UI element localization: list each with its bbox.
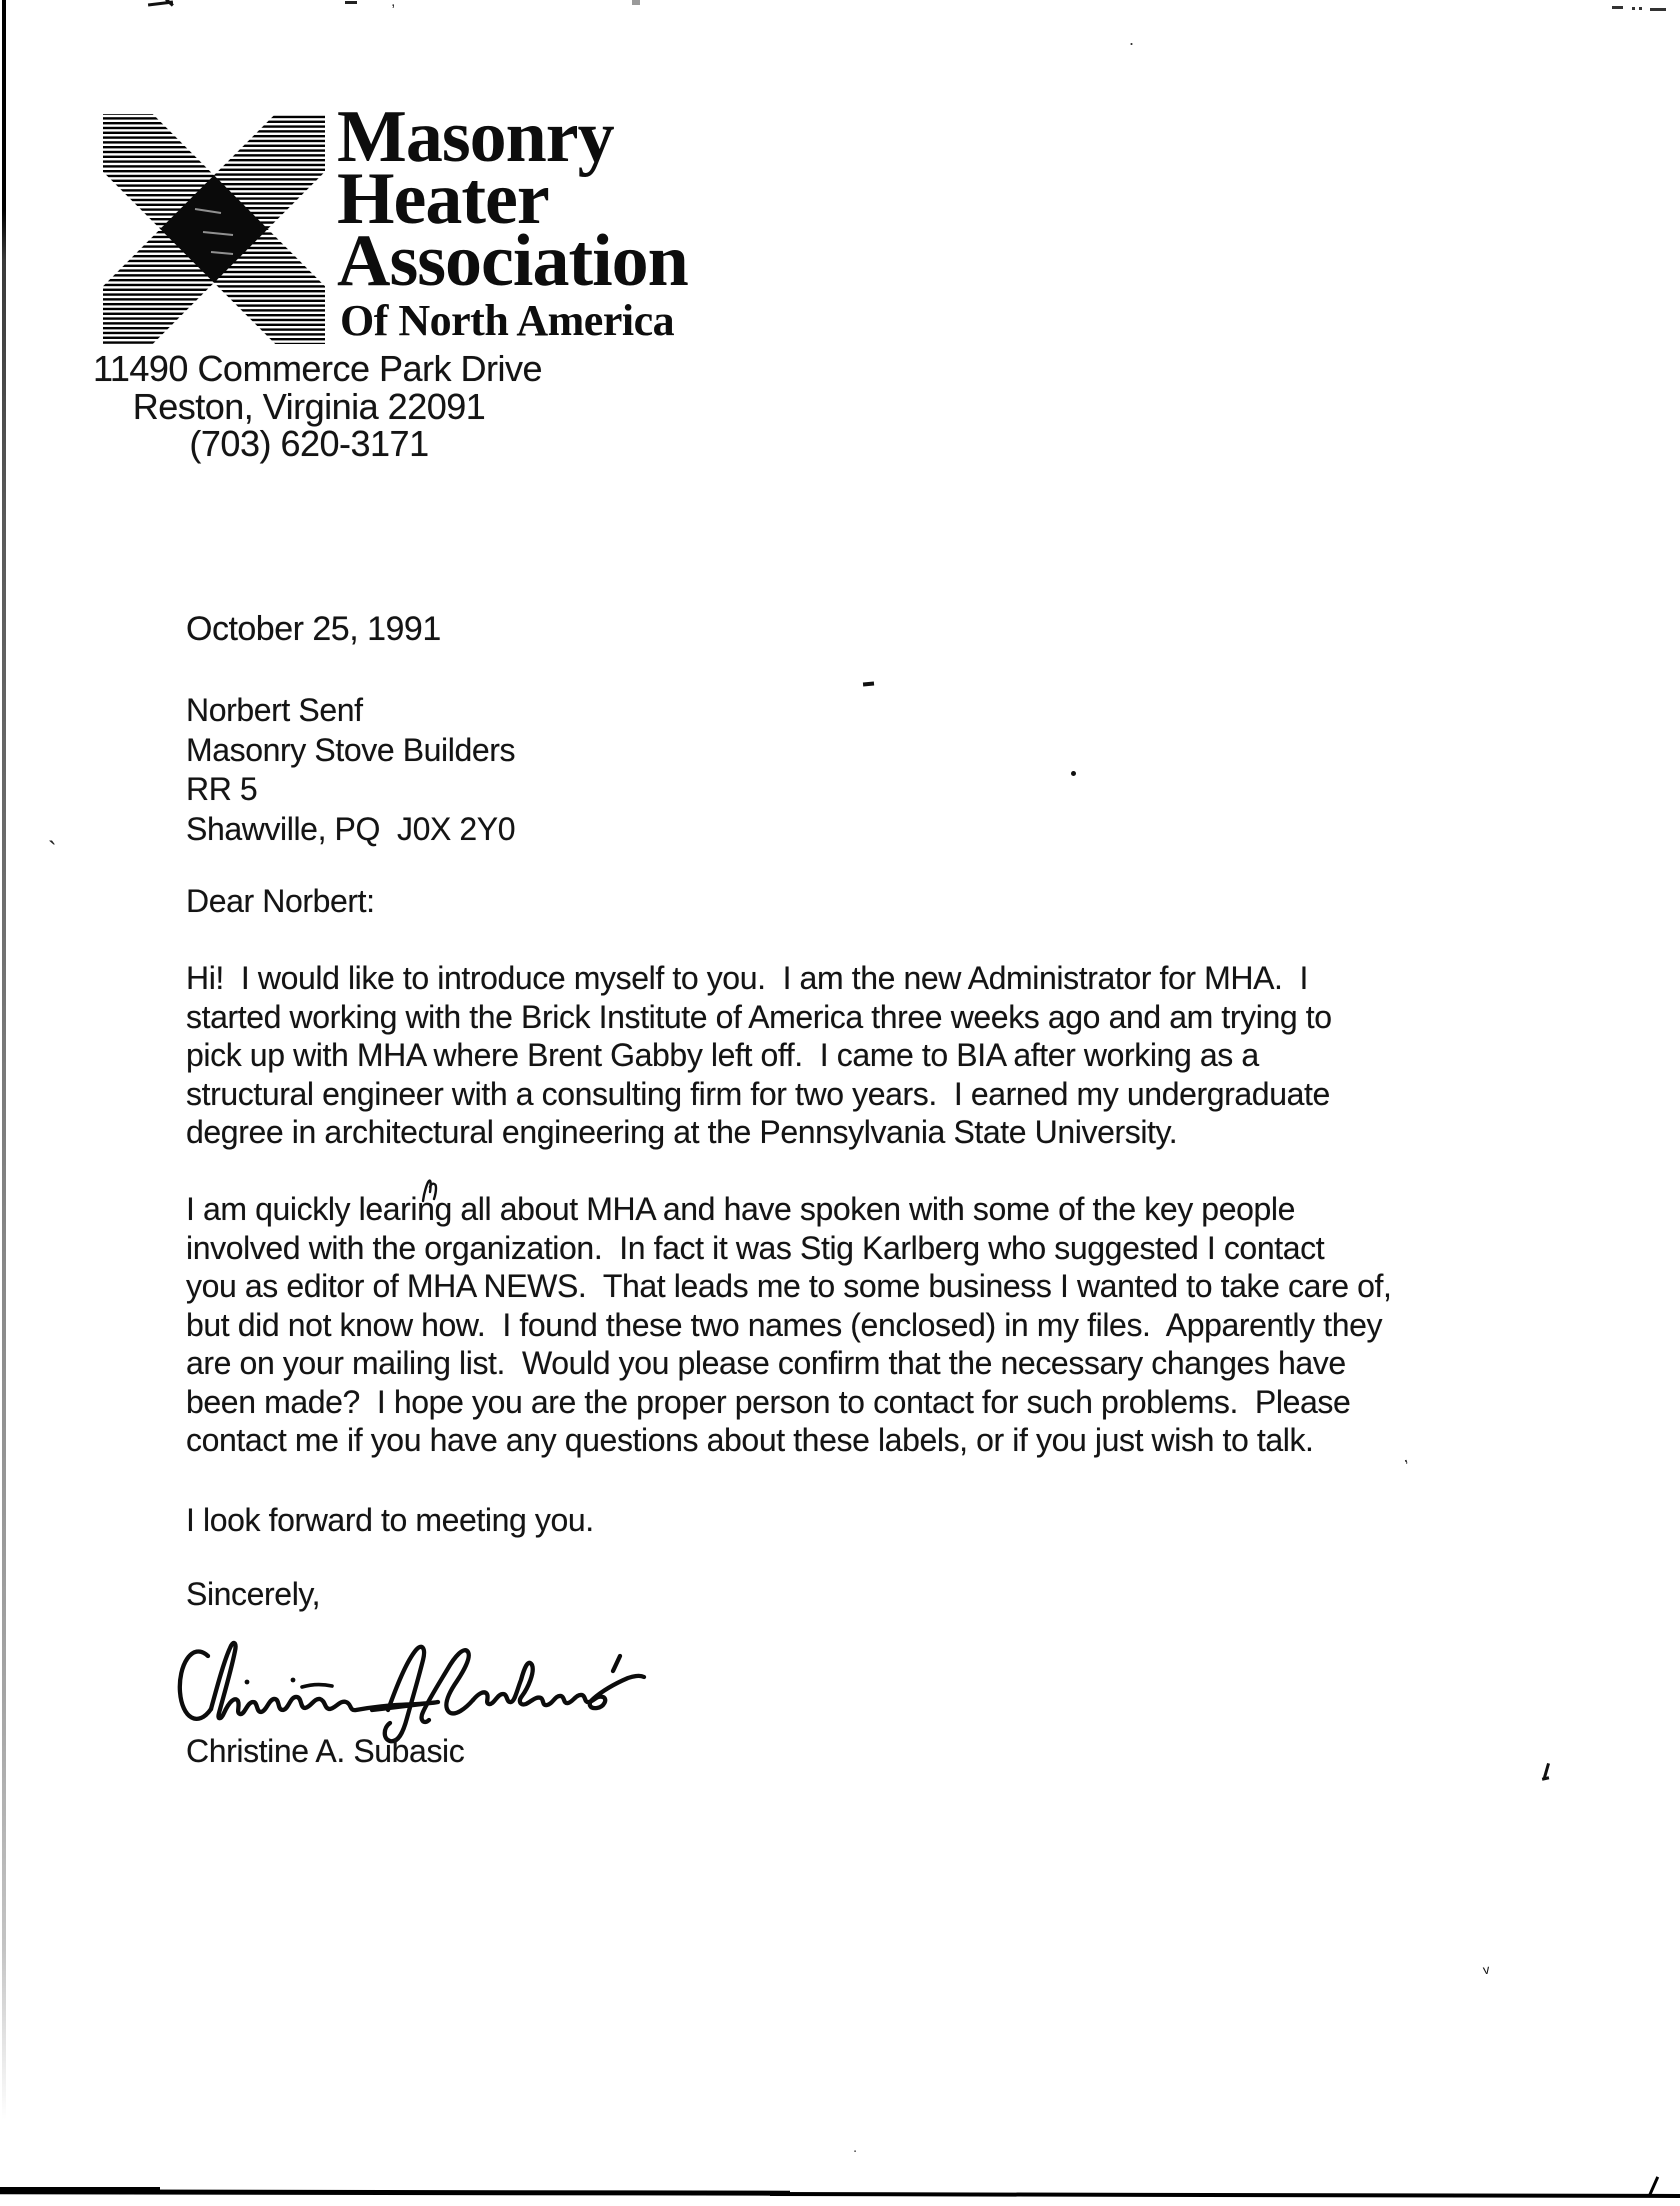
- signoff: Sincerely,: [186, 1576, 321, 1612]
- scan-speck: v: [1481, 1961, 1491, 1978]
- recipient-line: Shawville, PQ J0X 2Y0: [186, 810, 516, 847]
- mha-x-logo: [103, 114, 325, 344]
- scan-speck: .: [1129, 29, 1135, 49]
- recipient-address-block: [186, 691, 515, 849]
- paragraph-line: you as editor of MHA NEWS. That leads me to some business I wanted to take care of,: [186, 1268, 1392, 1304]
- recipient-line: Norbert Senf: [186, 692, 363, 728]
- letterhead-address-line: (703) 620-3171: [189, 423, 429, 464]
- paragraph-line: Hi! I would like to introduce myself to you. I am the new Administrator for MHA. I: [186, 960, 1309, 996]
- paragraph-line: started working with the Brick Institute of America three weeks ago and am trying to: [186, 998, 1332, 1035]
- letterhead-address-line: 11490 Commerce Park Drive: [93, 348, 542, 389]
- paragraph-2: [186, 1190, 1392, 1460]
- salutation: Dear Norbert:: [186, 883, 375, 919]
- scan-speck: .: [853, 2139, 858, 2156]
- scan-speck: [345, 1, 357, 4]
- scan-speck: ,: [1398, 1446, 1410, 1467]
- paragraph-line: degree in architectural engineering at the Pennsylvania State University.: [186, 1114, 1178, 1150]
- closing-line: I look forward to meeting you.: [186, 1502, 594, 1538]
- scan-speck: [863, 682, 874, 686]
- org-name: [337, 96, 688, 302]
- paragraph-line: been made? I hope you are the proper person to contact for such problems. Please: [186, 1383, 1351, 1420]
- org-tagline: Of North America: [340, 296, 675, 345]
- letter-date: October 25, 1991: [186, 610, 441, 648]
- scan-speck: [1632, 7, 1635, 10]
- typed-signature-name: Christine A. Subasic: [186, 1733, 465, 1769]
- paragraph-line: contact me if you have any questions about these labels, or if you just wish to talk.: [186, 1422, 1314, 1458]
- paragraph-line: structural engineer with a consulting firm for two years. I earned my undergraduate: [186, 1075, 1330, 1112]
- paragraph-line: involved with the organization. In fact it was Stig Karlberg who suggested I contact: [186, 1229, 1325, 1266]
- letterhead-address: [93, 348, 542, 464]
- paragraph-line: are on your mailing list. Would you please confirm that the necessary changes have: [186, 1345, 1346, 1381]
- recipient-line: RR 5: [186, 771, 258, 807]
- recipient-line: Masonry Stove Builders: [186, 731, 516, 768]
- org-name-line: Masonry: [337, 96, 614, 178]
- org-name-line: Heater: [337, 158, 549, 240]
- scan-speck: [1650, 8, 1666, 11]
- paragraph-line: I am quickly learing all about MHA and have spoken with some of the key people: [186, 1191, 1296, 1227]
- scan-speck: [1612, 6, 1623, 9]
- scan-speck: [1071, 771, 1076, 776]
- paragraph-line: but did not know how. I found these two names (enclosed) in my files. Apparently they: [186, 1306, 1383, 1343]
- scan-speck: [770, 2192, 1680, 2198]
- org-name-line: Association: [337, 220, 688, 302]
- scan-speck: `: [48, 836, 57, 866]
- scan-speck: [1542, 1776, 1549, 1780]
- letterhead-address-line: Reston, Virginia 22091: [132, 385, 486, 427]
- scan-speck: [1639, 7, 1642, 10]
- scan-speck: [0, 2189, 790, 2195]
- paragraph-1: [186, 959, 1332, 1152]
- scan-edge-line: [2, 0, 6, 2206]
- paragraph-line: pick up with MHA where Brent Gabby left off. I came to BIA after working as a: [186, 1037, 1259, 1073]
- scan-speck: [632, 0, 640, 5]
- scan-speck: ,: [391, 0, 396, 10]
